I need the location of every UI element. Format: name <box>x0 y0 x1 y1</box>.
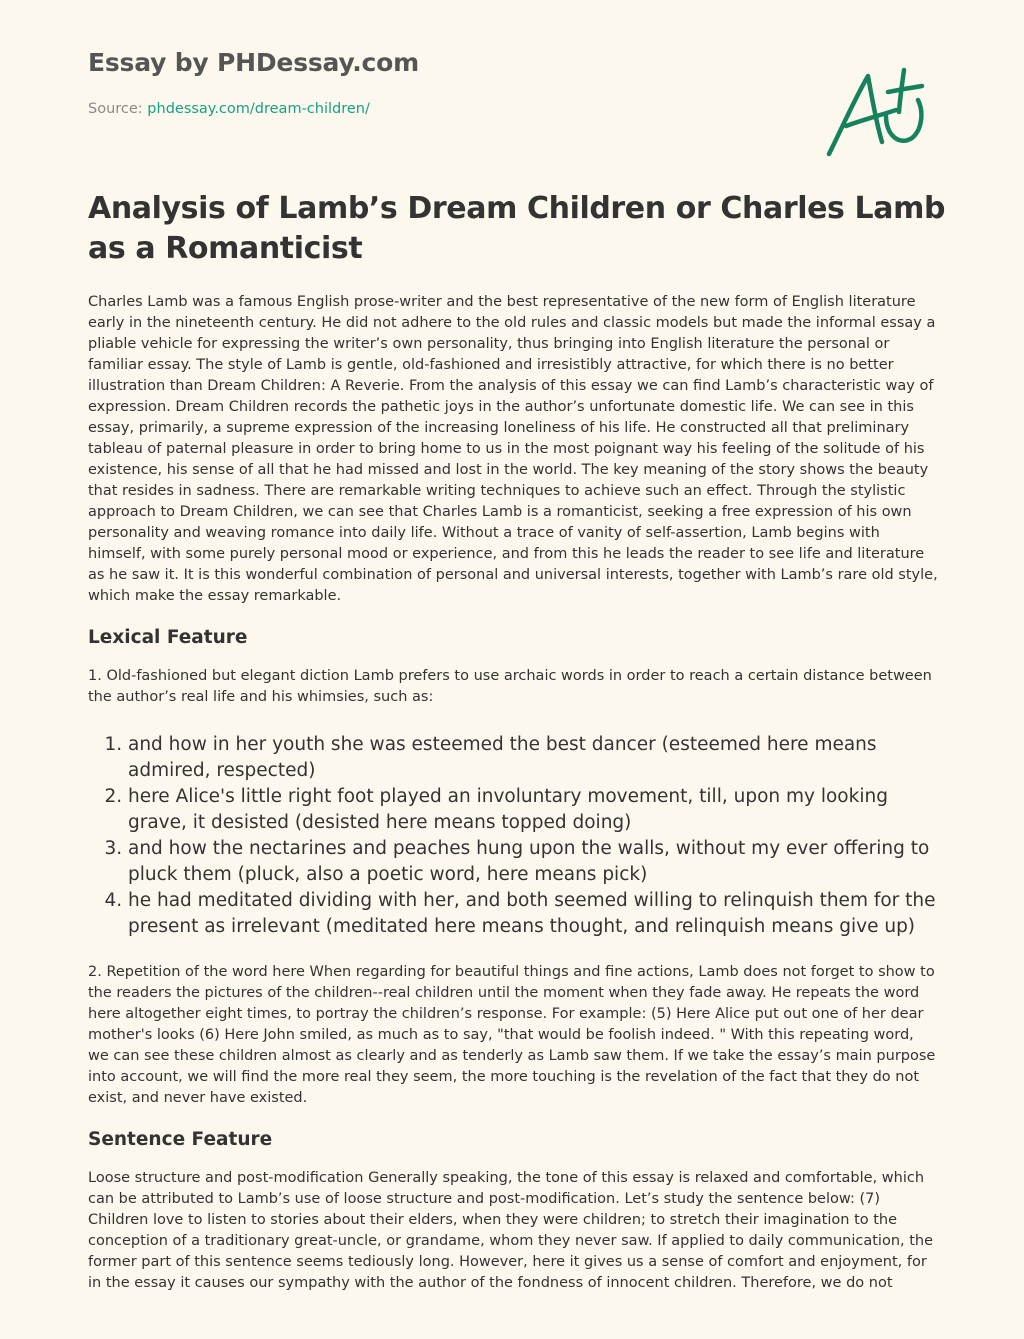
list-item: 3. and how the nectarines and peaches hung upon the walls, without my ever offering to pluck them (pluck, also a poetic word, here means pick) <box>128 836 938 888</box>
essay-title: Analysis of Lamb’s Dream Children or Charles Lamb as a Romanticist <box>88 191 946 266</box>
source-label: Source: <box>88 101 148 117</box>
lexical-intro-paragraph: 1. Old-fashioned but elegant diction Lamb prefers to use archaic words in order to reach a certain distance between the author’s real life and his whimsies, such as: <box>88 668 932 705</box>
site-brand: Essay by PHDessay.com <box>88 48 419 77</box>
sentence-feature-paragraph: Loose structure and post-modification Generally speaking, the tone of this essay is relaxed and comfortable, which can be attributed to Lamb’s use of loose structure and post-modification. Let’s study the sentence below: (7) Children love to listen to stories about their elders, when they were children; to stretch their imagination to the conception of a traditionary great-uncle, or grandame, whom they never saw. If applied to daily communication, the former part of this sentence seems tediously long. However, here it gives us a sense of comfort and enjoyment, for in the essay it causes our sympathy with the author of the fondness of innocent children. Therefore, we do not <box>88 1170 934 1291</box>
repetition-paragraph: 2. Repetition of the word here When regarding for beautiful things and fine actions, Lamb does not forget to show to the readers the pictures of the children--real children until the moment when they fade away. He repeats the word here altogether eight times, to portray the children’s response. For example: (5) Here Alice put out one of her dear mother's looks (6) Here John smiled, as much as to say, "that would be foolish indeed. " With this repeating word, we can see these children almost as clearly and as tenderly as Lamb saw them. If we take the essay’s main purpose into account, we will find the more real they seem, the more touching is the revelation of the fact that they do not exist, and never have existed. <box>88 964 936 1106</box>
list-item: 4. he had meditated dividing with her, and both seemed willing to relinquish them for the present as irrelevant (meditated here means thought, and relinquish means give up) <box>128 888 938 940</box>
a-plus-logo-icon <box>820 62 930 162</box>
intro-paragraph: Charles Lamb was a famous English prose-writer and the best representative of the new form of English literature early in the nineteenth century. He did not adhere to the old rules and classic models but made the informal essay a pliable vehicle for expressing the writer’s own personality, thus bringing into English literature the personal or familiar essay. The style of Lamb is gentle, old-fashioned and irresistibly attractive, for which there is no better illustration than Dream Children: A Reverie. From the analysis of this essay we can find Lamb’s characteristic way of expression. Dream Children records the pathetic joys in the author’s unfortunate domestic life. We can see in this essay, primarily, a supreme expression of the increasing loneliness of his life. He constructed all that preliminary tableau of paternal pleasure in order to bring home to us in the most poignant way his feeling of the solitude of his existence, his sense of all that he had missed and lost in the world. The key meaning of the story shows the beauty that resides in sadness. There are remarkable writing techniques to achieve such an effect. Through the stylistic approach to Dream Children, we can see that Charles Lamb is a romanticist, seeking a free expression of his own personality and weaving romance into daily life. Without a trace of vanity of self-assertion, Lamb begins with himself, with some purely personal mood or experience, and from this he leads the reader to see life and literature as he saw it. It is this wonderful combination of personal and universal interests, together with Lamb’s rare old style, which make the essay remarkable. <box>88 294 938 604</box>
sentence-feature-heading: Sentence Feature <box>88 1129 273 1150</box>
list-item: 2. here Alice's little right foot played an involuntary movement, till, upon my looking grave, it desisted (desisted here means topped doing) <box>128 784 938 836</box>
source-line <box>88 101 370 117</box>
essay-body <box>88 292 938 1294</box>
archaic-words-list <box>88 732 938 940</box>
source-link[interactable]: phdessay.com/dream-children/ <box>147 101 370 117</box>
lexical-feature-heading: Lexical Feature <box>88 627 248 648</box>
list-item: 1. and how in her youth she was esteemed the best dancer (esteemed here means admired, respected) <box>128 732 938 784</box>
